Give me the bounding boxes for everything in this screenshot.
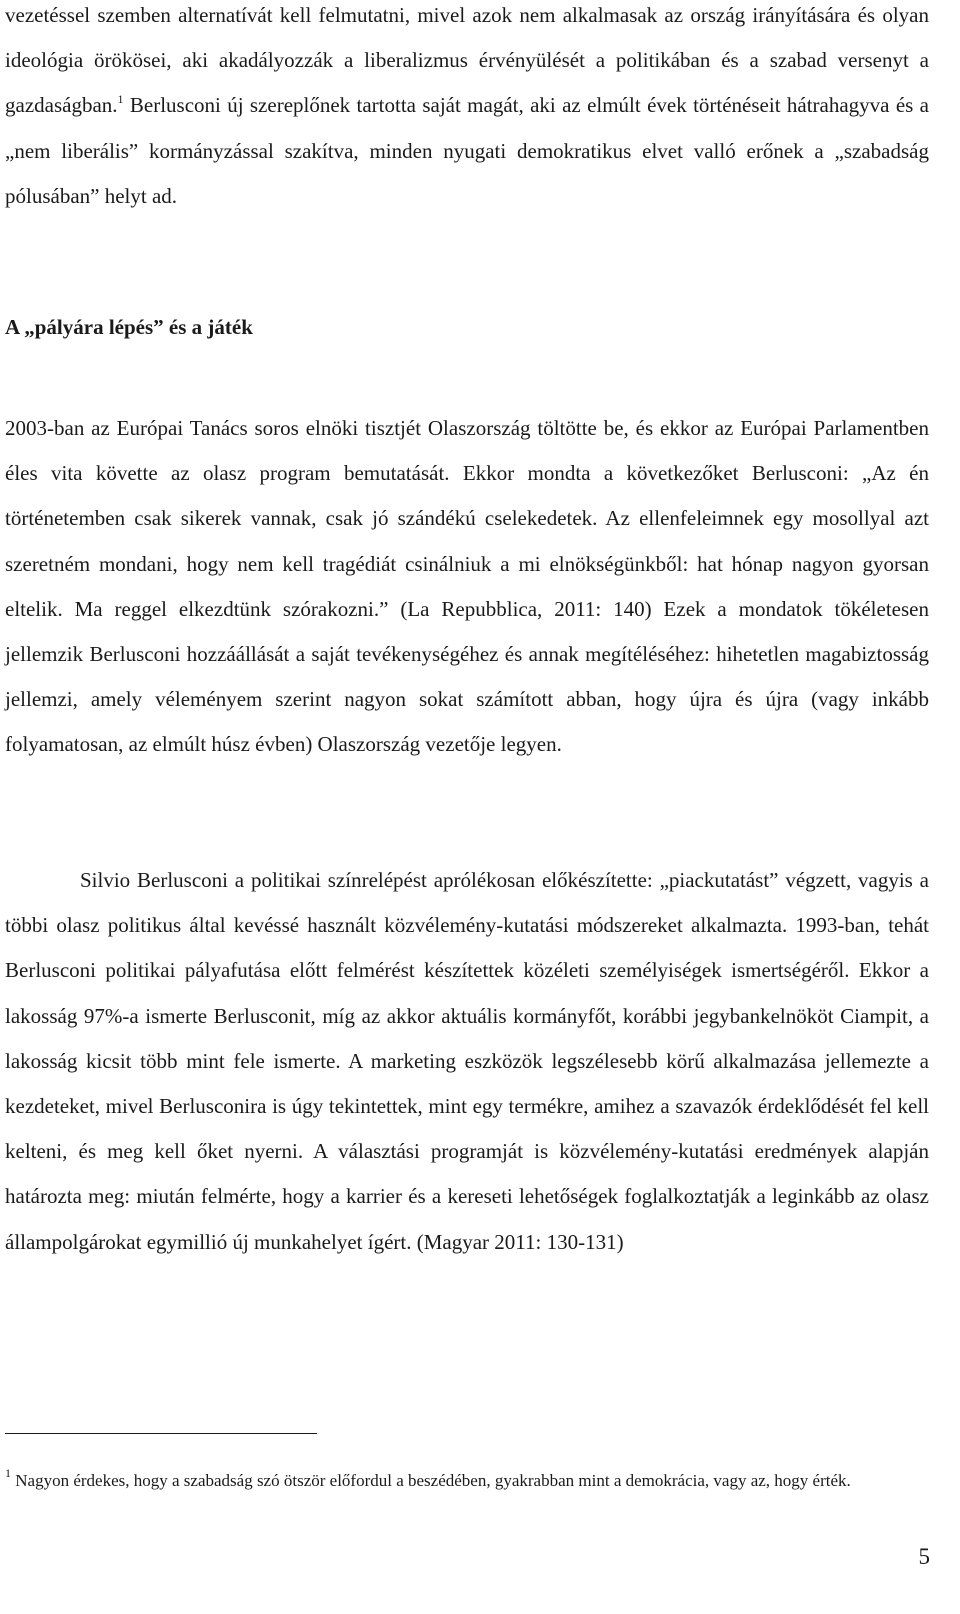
- body-paragraph-2: 2003-ban az Európai Tanács soros elnöki tisztjét Olaszország töltötte be, és ekkor az Európai Parlamentben éles vita követte az olasz program bemutatását. Ekkor mondta a következőket Berlusconi: „Az én történetemben csak sikerek vannak, csak jó szándékú cselekedetek. Az ellenfeleimnek egy mosollyal azt szeretném mondani, hogy nem kell tragédiát csinálniuk a mi elnökségünkből: hat hónap nagyon gyorsan eltelik. Ma reggel elkezdtünk szórakozni.” (La Repubblica, 2011: 140) Ezek a mondatok tökéletesen jellemzik Berlusconi hozzáállását a saját tevékenységéhez és annak megítéléséhez: hihetetlen magabiztosság jellemzi, amely véleményem szerint nagyon sokat számított abban, hogy újra és újra (vagy inkább folyamatosan, az elmúlt húsz évben) Olaszország vezetője legyen.: [5, 416, 929, 757]
- section-heading: A „pályára lépés” és a játék: [5, 315, 253, 339]
- footnote-separator: [5, 1433, 317, 1434]
- body-paragraph-3: Silvio Berlusconi a politikai színrelépést aprólékosan előkészítette: „piackutatást” végzett, vagyis a többi olasz politikus által kevéssé használt közvélemény-kutatási módszereket alkalmazta. 1993-ban, tehát Berlusconi politikai pályafutása előtt felmérést készítettek közéleti személyiségek ismertségéről. Ekkor a lakosság 97%-a ismerte Berlusconit, míg az akkor aktuális kormányfőt, korábbi jegybankelnököt Ciampit, a lakosság kicsit több mint fele ismerte. A marketing eszközök legszélesebb körű alkalmazása jellemezte a kezdeteket, mivel Berlusconira is úgy tekintettek, mint egy termékre, amihez a szavazók érdeklődését fel kell kelteni, és meg kell őket nyerni. A választási programját is közvélemény-kutatási eredmények alapján határozta meg: miután felmérte, hogy a karrier és a kereseti lehetőségek foglalkoztatják a leginkább az olasz állampolgárokat egymillió új munkahelyet ígért. (Magyar 2011: 130-131): [5, 868, 929, 1254]
- paragraph-1-text-before-note: vezetéssel szemben alternatívát kell felmutatni, mivel azok nem alkalmasak az ország irányítására és olyan ideológia örökösei, aki akadályozzák a liberalizmus érvényülését a politikában és a szabad versenyt a gazdaságban.: [5, 3, 929, 118]
- footnote-text: Nagyon érdekes, hogy a szabadság szó ötször előfordul a beszédében, gyakrabban mint a demokrácia, vagy az, hogy érték.: [11, 1471, 851, 1490]
- body-paragraph-1: [5, 0, 929, 219]
- footnote: [5, 1468, 929, 1494]
- paragraph-1-text-after-note: Berlusconi új szereplőnek tartotta saját magát, aki az elmúlt évek történéseit hátrahagyva és a „nem liberális” kormányzással szakítva, minden nyugati demokratikus elvet valló erőnek a „szabadság pólusában” helyt ad.: [5, 93, 929, 208]
- footnote-reference-1[interactable]: 1: [117, 92, 124, 107]
- page-number: 5: [918, 1544, 930, 1569]
- footnote-marker: 1: [5, 1466, 11, 1480]
